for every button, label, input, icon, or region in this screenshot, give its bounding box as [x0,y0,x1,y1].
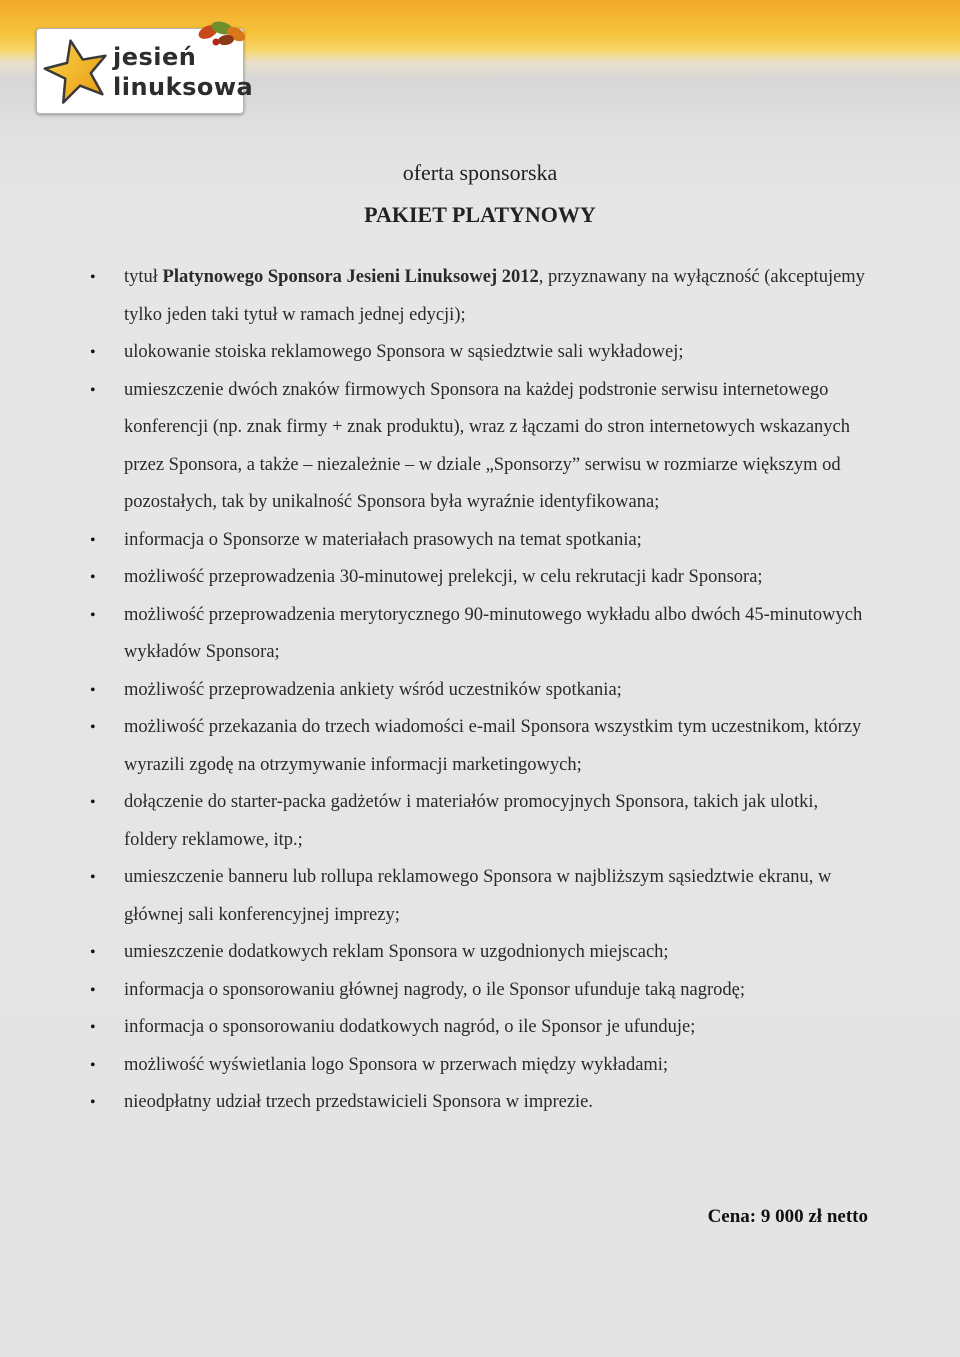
bullet: • [90,794,96,811]
bullet: • [90,569,96,586]
bullet: • [90,531,96,549]
star-icon [43,37,111,105]
bullet: • [90,1094,96,1111]
list-item [86,1047,876,1085]
bullet: • [90,1056,96,1074]
list-item [86,372,876,522]
bullet: • [90,719,96,736]
document-subtitle: oferta sponsorska [402,160,558,185]
logo-text-line1: jesień [113,43,197,71]
bullet: • [90,606,96,624]
sponsor-title-bold: Platynowego Sponsora Jesieni Linuksowej 2012 [162,267,539,287]
bullet: • [90,269,96,286]
bullet: • [90,1019,96,1036]
list-item [86,259,876,334]
list-item-text: nieodpłatny udział trzech przedstawicieli Sponsora w imprezie. [124,1092,594,1112]
package-title: PAKIET PLATYNOWY [364,202,596,227]
autumn-leaves-icon [196,18,248,52]
list-item-text: możliwość przeprowadzenia merytorycznego 90-minutowego wykładu albo dwóch 45-minutowych wykładów Sponsora; [124,604,863,662]
benefits-list [86,259,876,1122]
bullet: • [90,944,96,961]
list-item [86,597,876,672]
list-item [86,334,876,372]
list-item [86,784,876,859]
list-item [86,522,876,560]
list-item [86,934,876,972]
logo-text-line2: linuksowa [113,73,254,101]
list-item [86,559,876,597]
list-item-text: informacja o Sponsorze w materiałach prasowych na temat spotkania; [124,529,642,550]
bullet: • [90,681,96,699]
bullet: • [90,869,96,886]
list-item-text: informacja o sponsorowaniu głównej nagrody, o ile Sponsor ufunduje taką nagrodę; [124,979,745,1000]
list-item-text: umieszczenie dodatkowych reklam Sponsora w uzgodnionych miejscach; [124,942,669,962]
list-item-text: umieszczenie banneru lub rollupa reklamowego Sponsora w najbliższym sąsiedztwie ekranu, w głównej sali konferencyjnej imprezy; [124,867,832,925]
list-item [86,1009,876,1047]
list-item-text: umieszczenie dwóch znaków firmowych Sponsora na każdej podstronie serwisu internetowego konferencji (np. znak firmy + znak produktu), wraz z łączami do stron internetowych wskazanych przez Sponsora, a także – niezależnie – w dziale „Sponsorzy” serwisu w rozmiarze większym od pozostałych, tak by unikalność Sponsora była wyraźnie identyfikowana; [124,379,851,512]
list-item-text: możliwość przeprowadzenia 30-minutowej prelekcji, w celu rekrutacji kadr Sponsora; [124,567,763,587]
list-item [86,1084,876,1122]
list-item [86,672,876,710]
list-item [86,709,876,784]
list-item-text: możliwość przekazania do trzech wiadomości e-mail Sponsora wszystkim tym uczestnikom, którzy wyrazili zgodę na otrzymywanie informacji marketingowych; [124,717,862,775]
list-item [86,859,876,934]
bullet: • [90,381,96,399]
bullet: • [90,344,96,361]
bullet: • [90,981,96,999]
list-item-text: dołączenie do starter-packa gadżetów i materiałów promocyjnych Sponsora, takich jak ulotki, foldery reklamowe, itp.; [124,792,819,850]
list-item-text: informacja o sponsorowaniu dodatkowych nagród, o ile Sponsor je ufunduje; [124,1017,696,1037]
list-item [86,972,876,1010]
list-item-text-after: , przyznawany na wyłączność (akceptujemy tylko jeden taki tytuł w ramach jednej edycji); [124,267,865,325]
price: Cena: 9 000 zł netto [707,1206,868,1227]
list-item-text: możliwość wyświetlania logo Sponsora w przerwach między wykładami; [124,1054,669,1075]
list-item-text: możliwość przeprowadzenia ankiety wśród uczestników spotkania; [124,679,622,700]
list-item-text-before: tytuł [124,267,163,287]
list-item-text: ulokowanie stoiska reklamowego Sponsora w sąsiedztwie sali wykładowej; [124,342,684,362]
